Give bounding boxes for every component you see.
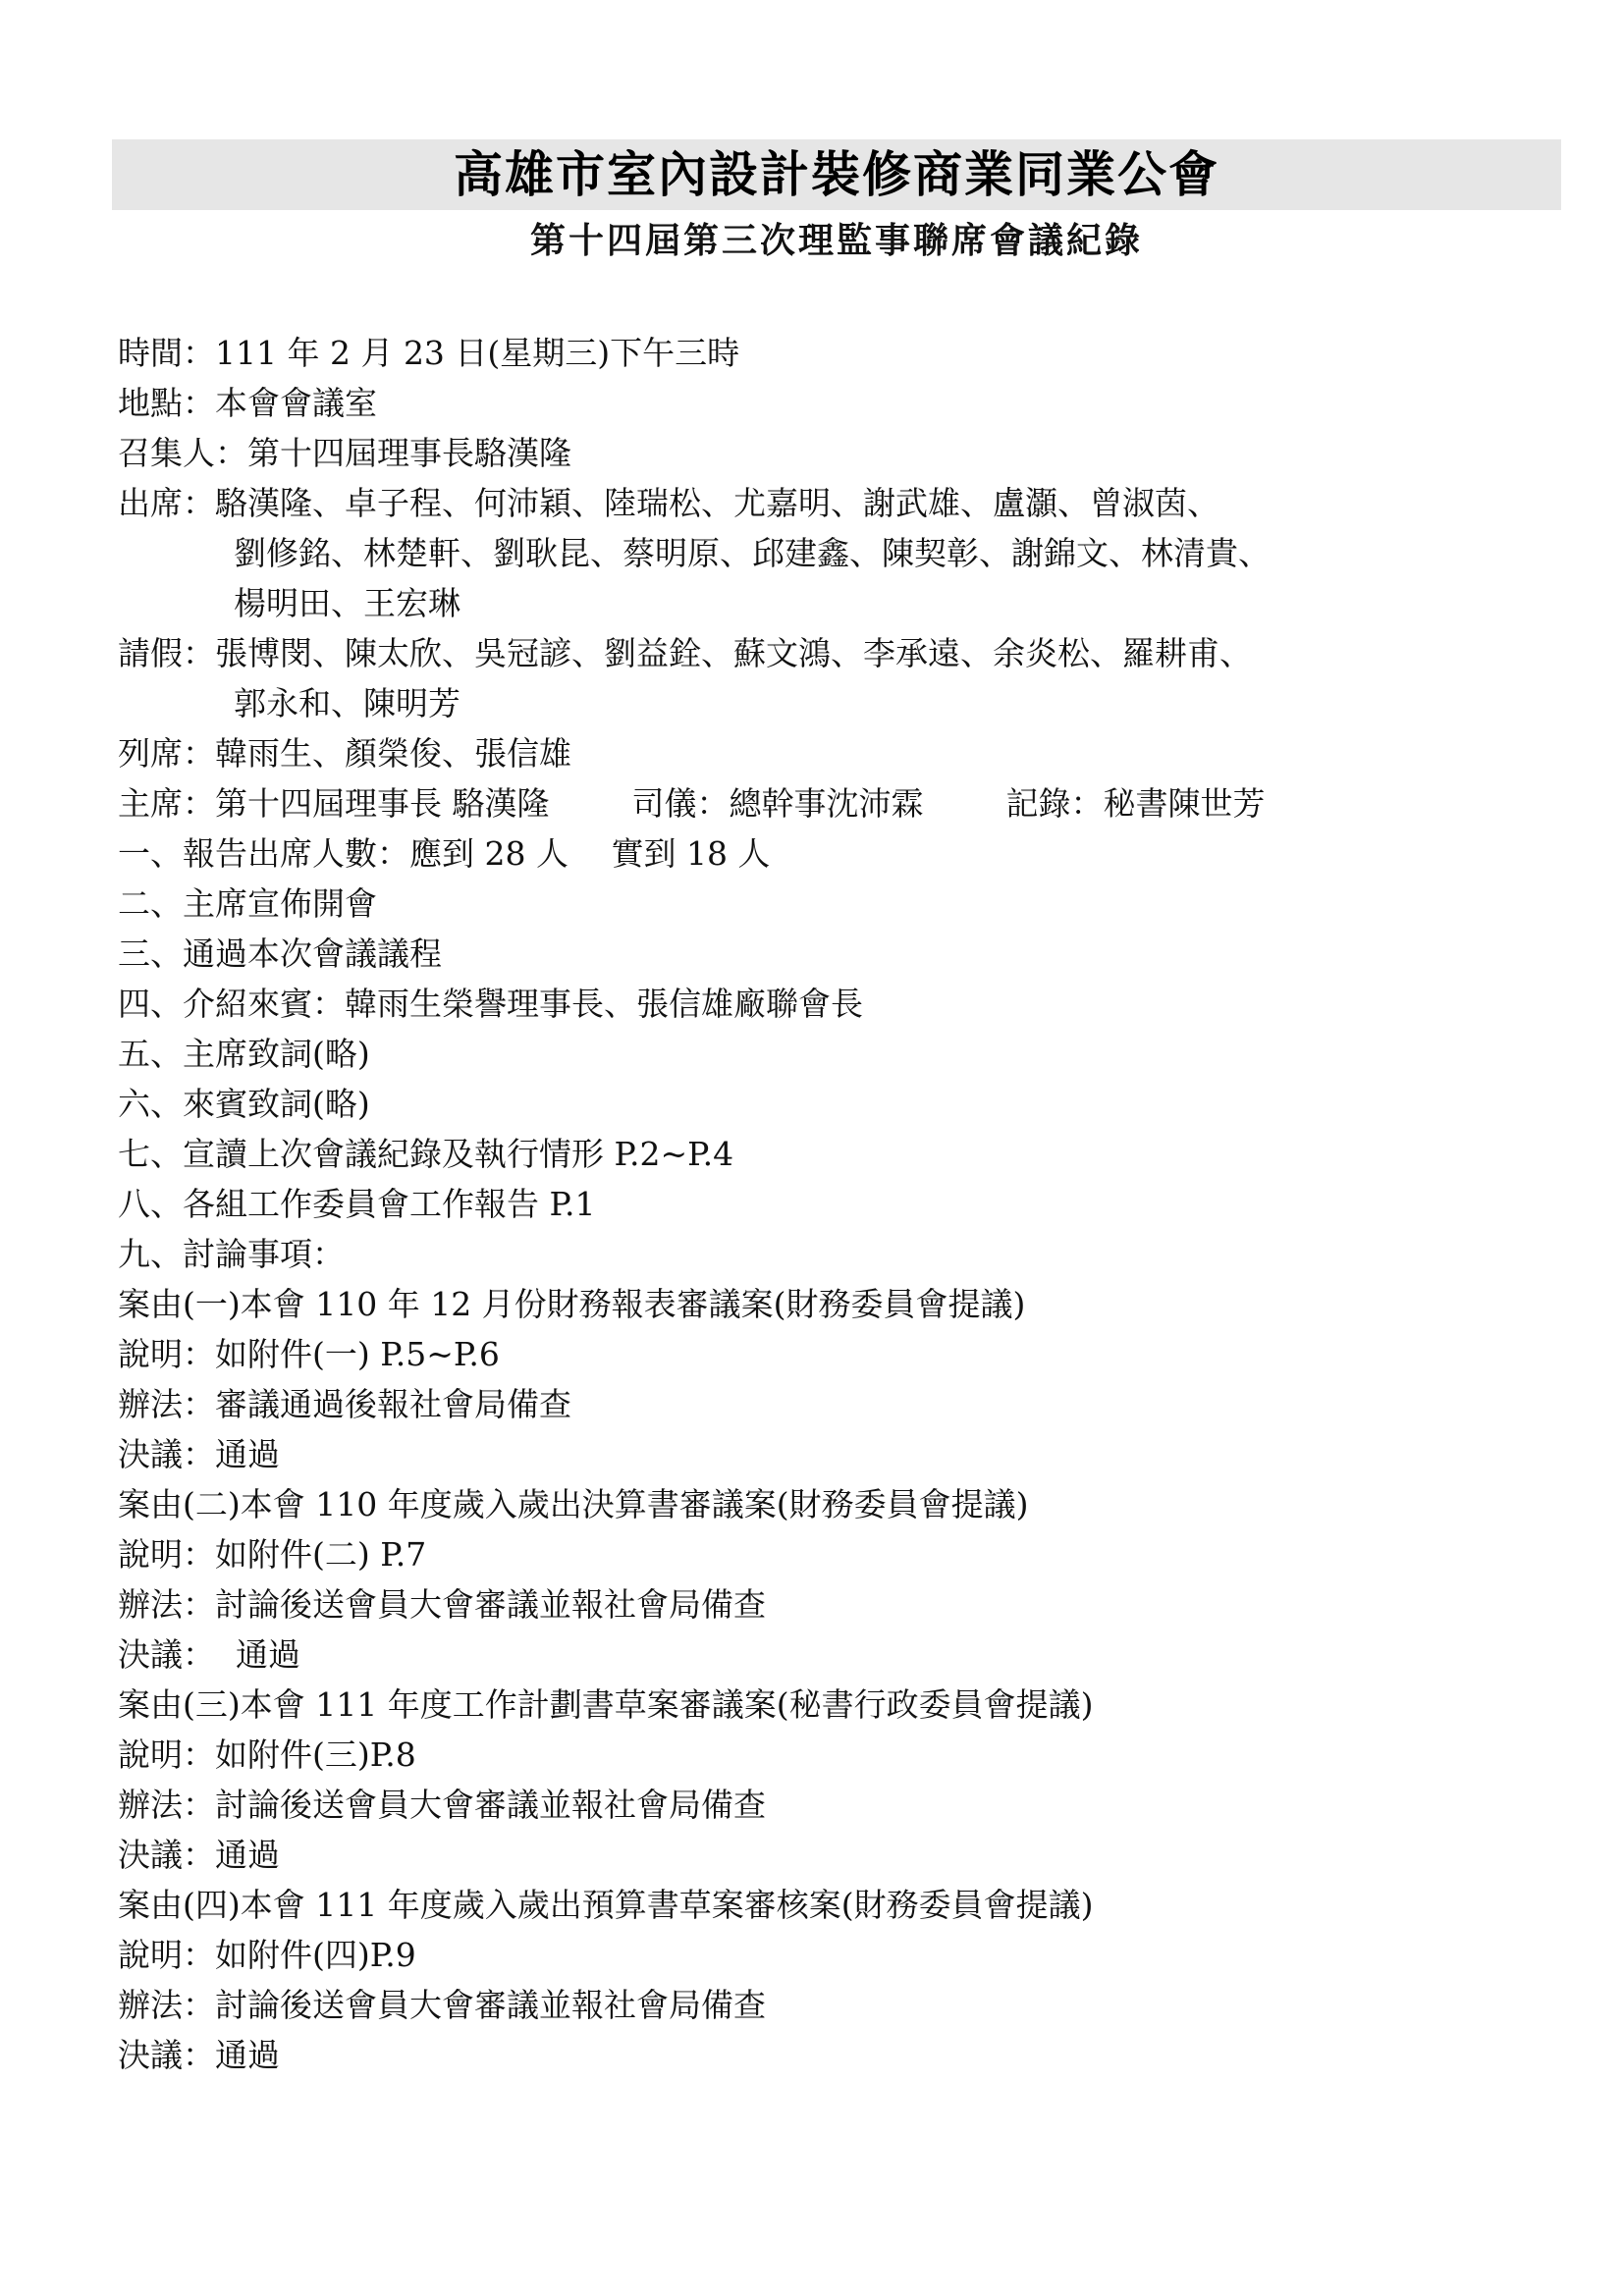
convener-value: 第十四屆理事長駱漢隆: [247, 434, 571, 472]
case-explanation: 說明：如附件(四)P.9: [118, 1936, 416, 1974]
case-method: 辦法：討論後送會員大會審議並報社會局備查: [118, 1786, 766, 1824]
attendees-line: 駱漢隆、卓子程、何沛穎、陸瑞松、尤嘉明、謝武雄、盧灝、曾淑茵、: [215, 484, 1219, 522]
agenda-item: 七、宣讀上次會議紀錄及執行情形 P.2~P.4: [118, 1135, 734, 1173]
absent-continuation: [118, 678, 1532, 728]
absent-label: 請假：: [118, 634, 215, 672]
attendees-line: 劉修銘、林楚軒、劉耿昆、蔡明原、邱建鑫、陳契彰、謝錦文、林清貴、: [234, 534, 1271, 572]
attendees-continuation: [118, 578, 1532, 628]
chair: 主席：第十四屆理事長 駱漢隆: [118, 784, 550, 823]
case-resolution: 決議： 通過: [118, 1635, 300, 1674]
observers-value: 韓雨生、顏榮俊、張信雄: [215, 734, 571, 773]
time-value: 111 年 2 月 23 日(星期三)下午三時: [215, 334, 740, 372]
place-value: 本會會議室: [215, 384, 377, 422]
convener-label: 召集人：: [118, 434, 247, 472]
place-label: 地點：: [118, 384, 215, 422]
case-method: 辦法：審議通過後報社會局備查: [118, 1385, 571, 1423]
attendees-row: [118, 478, 1532, 528]
agenda-item: 九、討論事項：: [118, 1235, 345, 1273]
agenda-item: 八、各組工作委員會工作報告 P.1: [118, 1185, 596, 1223]
presider-row: [118, 778, 1532, 828]
agenda-item: 二、主席宣佈開會: [118, 884, 377, 923]
case-method: 辦法：討論後送會員大會審議並報社會局備查: [118, 1585, 766, 1624]
absent-line: 張博閔、陳太欣、吳冠諺、劉益銓、蘇文鴻、李承遠、余炎松、羅耕甫、: [215, 634, 1252, 672]
agenda-item: 四、介紹來賓：韓雨生榮譽理事長、張信雄廠聯會長: [118, 985, 863, 1023]
case-resolution: 決議：通過: [118, 2036, 280, 2074]
agenda-item: 六、來賓致詞(略): [118, 1085, 370, 1123]
case-explanation: 說明：如附件(一) P.5~P.6: [118, 1335, 500, 1373]
convener-row: [118, 428, 1532, 478]
recorder: 記錄：秘書陳世芳: [1005, 784, 1266, 823]
case-explanation: 說明：如附件(二) P.7: [118, 1535, 427, 1574]
time-label: 時間：: [118, 334, 215, 372]
agenda-item: 一、報告出席人數：應到 28 人 實到 18 人: [118, 834, 771, 873]
case-resolution: 決議：通過: [118, 1836, 280, 1874]
case-explanation: 說明：如附件(三)P.8: [118, 1735, 416, 1774]
case-subject: 案由(二)本會 110 年度歲入歲出決算書審議案(財務委員會提議): [118, 1485, 1029, 1523]
attendees-line: 楊明田、王宏琳: [234, 584, 460, 622]
time-row: [118, 328, 1532, 378]
case-subject: 案由(四)本會 111 年度歲入歲出預算書草案審核案(財務委員會提議): [118, 1886, 1094, 1924]
case-subject: 案由(三)本會 111 年度工作計劃書草案審議案(秘書行政委員會提議): [118, 1685, 1094, 1724]
master-of-ceremonies: 司儀：總幹事沈沛霖: [631, 784, 924, 823]
organization-title: 高雄市室內設計裝修商業同業公會: [454, 146, 1219, 203]
absent-line: 郭永和、陳明芳: [234, 684, 460, 722]
agenda-item: 五、主席致詞(略): [118, 1035, 370, 1073]
case-subject: 案由(一)本會 110 年 12 月份財務報表審議案(財務委員會提議): [118, 1285, 1026, 1323]
place-row: [118, 378, 1532, 428]
agenda-item: 三、通過本次會議議程: [118, 934, 442, 973]
minutes-body: [118, 328, 1532, 2080]
observers-row: [118, 728, 1532, 778]
case-resolution: 決議：通過: [118, 1435, 280, 1473]
absent-row: [118, 628, 1532, 678]
observers-label: 列席：: [118, 734, 215, 773]
attendees-continuation: [118, 528, 1532, 578]
attendees-label: 出席：: [118, 484, 215, 522]
meeting-title: 第十四屆第三次理監事聯席會議紀錄: [529, 221, 1143, 261]
title-bar: [112, 139, 1561, 210]
case-method: 辦法：討論後送會員大會審議並報社會局備查: [118, 1986, 766, 2024]
